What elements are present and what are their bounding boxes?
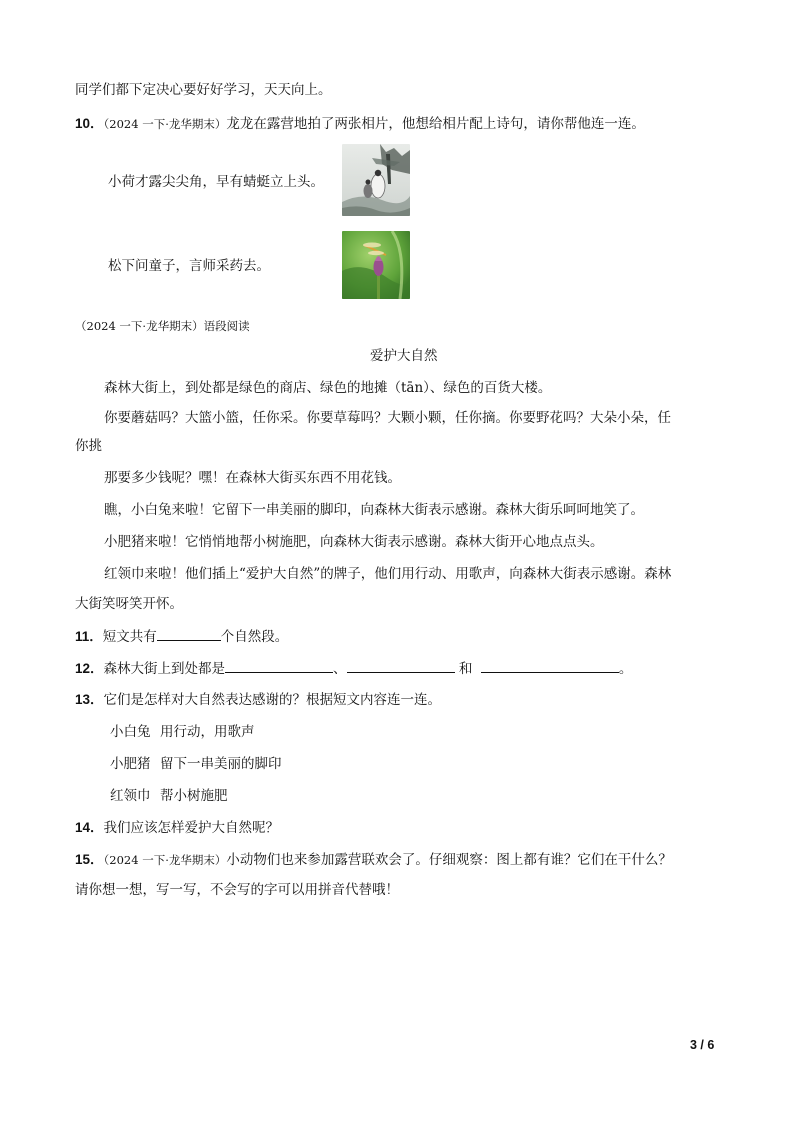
match-right[interactable]: 帮小树施肥 [160, 788, 228, 804]
match-row [110, 754, 282, 774]
question-text: 龙龙在露营地拍了两张相片，他想给相片配上诗句，请你帮他连一连。 [226, 116, 645, 132]
passage-paragraph-4: 瞧，小白兔来啦！它留下一串美丽的脚印，向森林大街表示感谢。森林大街乐呵呵地笑了。 [104, 502, 644, 518]
passage-paragraph-6: 红领巾来啦！他们插上“爱护大自然”的牌子，他们用行动、用歌声，向森林大街表示感谢。森林 [104, 566, 672, 582]
match-right[interactable]: 留下一串美丽的脚印 [160, 756, 282, 772]
answer-blank-3[interactable] [481, 658, 619, 673]
question-12: 12．森林大街上到处都是 、 和 。 [75, 658, 632, 679]
poem-line-2: 松下问童子，言师采药去。 [108, 258, 270, 274]
question-15: 15．（2024 一下·龙华期末）小动物们也来参加露营联欢会了。仔细观察：图上都有谁？它们在干什么？ [75, 852, 672, 868]
question-source: （2024 一下·龙华期末） [103, 117, 227, 131]
passage-paragraph-5: 小肥猪来啦！它悄悄地帮小树施肥，向森林大街表示感谢。森林大街开心地点点头。 [104, 534, 604, 550]
passage-source: （2024 一下·龙华期末）语段阅读 [75, 319, 250, 333]
passage-paragraph-1: 森林大街上，到处都是绿色的商店、绿色的地摊（tān）、绿色的百货大楼。 [104, 380, 552, 396]
continued-text: 同学们都下定决心要好好学习，天天向上。 [75, 82, 332, 98]
match-left[interactable]: 小肥猪 [110, 756, 151, 772]
answer-blank-1[interactable] [225, 658, 333, 673]
passage-paragraph-2-cont: 你挑 [75, 438, 102, 454]
ink-painting-photo-icon [342, 144, 410, 216]
match-right[interactable]: 用行动，用歌声 [160, 724, 255, 740]
dragonfly-lotus-photo-icon [342, 231, 410, 299]
passage-paragraph-6-cont: 大街笑呀笑开怀。 [75, 596, 183, 612]
poem-line-1: 小荷才露尖尖角，早有蜻蜓立上头。 [108, 174, 324, 190]
match-row [110, 786, 228, 806]
page-number: 3 / 6 [690, 1038, 715, 1052]
question-10 [75, 114, 645, 134]
question-14: 14．我们应该怎样爱护大自然呢？ [75, 820, 280, 836]
passage-paragraph-2: 你要蘑菇吗？大篮小篮，任你采。你要草莓吗？大颗小颗，任你摘。你要野花吗？大朵小朵，任 [104, 410, 671, 426]
passage-title: 爱护大自然 [370, 348, 438, 364]
question-number: 10． [75, 116, 104, 131]
answer-blank[interactable] [157, 626, 221, 641]
question-13: 13．它们是怎样对大自然表达感谢的？根据短文内容连一连。 [75, 692, 442, 708]
passage-paragraph-3: 那要多少钱呢？嘿！在森林大街买东西不用花钱。 [104, 470, 401, 486]
match-left[interactable]: 小白兔 [110, 724, 151, 740]
answer-blank-2[interactable] [347, 658, 455, 673]
match-left[interactable]: 红领巾 [110, 788, 151, 804]
question-11: 11．短文共有 个自然段。 [75, 626, 288, 647]
match-row [110, 722, 255, 742]
question-15-cont: 请你想一想，写一写，不会写的字可以用拼音代替哦！ [75, 882, 399, 898]
